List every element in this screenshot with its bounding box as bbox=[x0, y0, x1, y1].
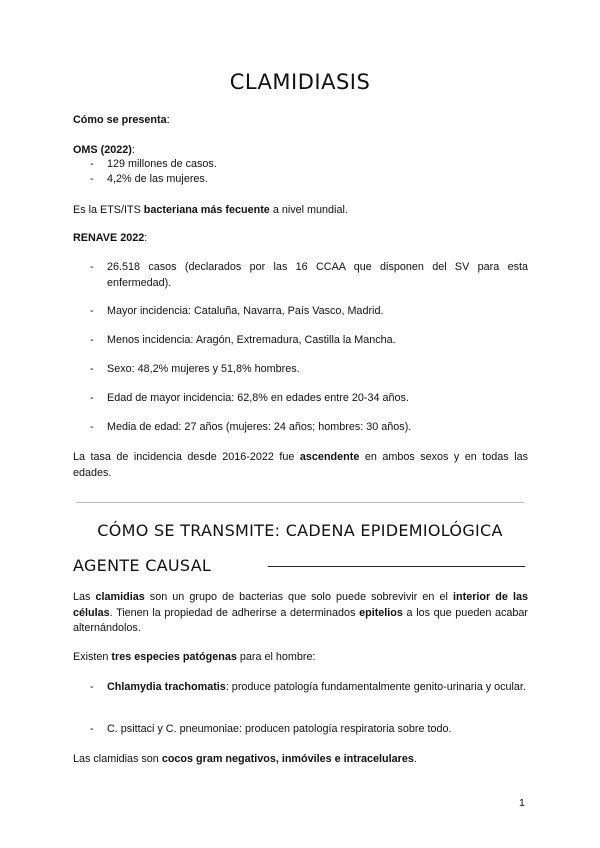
trend-sentence: La tasa de incidencia desde 2016-2022 fue ascendente en ambos sexos y en todas las edades. bbox=[73, 451, 528, 479]
section-title: CÓMO SE TRANSMITE: CADENA EPIDEMIOLÓGICA bbox=[97, 521, 503, 540]
gram-sentence: Las clamidias son cocos gram negativos, inmóviles e intracelulares. bbox=[73, 753, 417, 765]
subsection-title: AGENTE CAUSAL bbox=[73, 556, 212, 575]
page-number: 1 bbox=[519, 797, 525, 809]
document-page: CLAMIDIASIS Cómo se presenta: OMS (2022): - 129 millones de casos. - 4,2% de las mujeres. Es la ETS/ITS bacteriana más fecuente a nivel mundial. RENAVE 2022: - 26.518 casos (declarados por las 16 CCAA que disponen del SV para esta enfermedad). - Mayor incidencia: Cataluña, Navarra, País Vasco, Madrid. - Menos incidencia: Aragón, Extremadura, Castilla la Mancha. - Sexo: 48,2% mujeres y 51,8% hombres. - Edad de mayor incidencia: 62,8% en edades entre 20-34 años. - Media de edad: 27 años (mujeres: 24 años; hombres: 30 años). La tasa de incidencia desde 2016-2022 fue ascendente en ambos sexos y en todas las edades. CÓMO SE TRANSMITE: CADENA EPIDEMIOLÓGICA AGENTE CAUSAL Las clamidias son un grupo de bacterias que solo puede sobrevivir en el interior de las células. Tienen la propiedad de adherirse a determinados epitelios a los que pueden acabar alternándolos. Existen tres especies patógenas para el hombre: - Chlamydia trachomatis: produce patología fundamentalmente genito-urinaria y ocular. - C. psittaci y C. pneumoniae: producen patología respiratoria sobre todo. Las clamidias son cocos gram negativos, inmóviles e intracelulares. 1 bbox=[0, 0, 600, 848]
page-title: CLAMIDIASIS bbox=[229, 70, 371, 94]
oms-heading: OMS (2022): bbox=[73, 144, 135, 156]
species-sentence: Existen tres especies patógenas para el hombre: bbox=[73, 651, 316, 663]
agent-paragraph: Las clamidias son un grupo de bacterias que solo puede sobrevivir en el interior de las células. Tienen la propiedad de adherirse a determinados epitelios a los que pueden acabar alternándolos. bbox=[73, 591, 528, 634]
presentation-heading: Cómo se presenta: bbox=[73, 114, 170, 126]
renave-heading: RENAVE 2022: bbox=[73, 232, 148, 244]
ets-sentence: Es la ETS/ITS bacteriana más fecuente a nivel mundial. bbox=[73, 204, 348, 216]
section-divider bbox=[76, 502, 524, 503]
subsection-rule bbox=[268, 566, 525, 567]
